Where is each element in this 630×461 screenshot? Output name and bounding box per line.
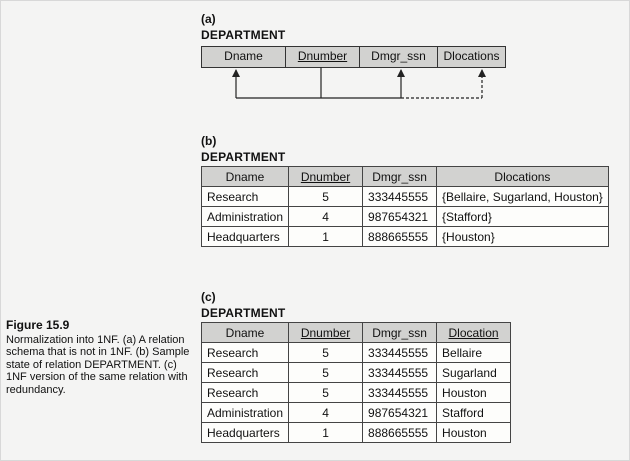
cell-dlocations: {Stafford} [437, 207, 609, 227]
part-a-relation-title: DEPARTMENT [201, 28, 286, 42]
schema-attr-dname: Dname [202, 47, 286, 67]
table-row [202, 363, 511, 383]
cell-dmgr-ssn: 333445555 [363, 343, 437, 363]
cell-dnumber: 5 [289, 187, 363, 207]
table-row [202, 187, 609, 207]
col-header-dmgr-ssn: Dmgr_ssn [363, 167, 437, 187]
figure-caption [6, 319, 194, 396]
cell-dmgr-ssn: 987654321 [363, 207, 437, 227]
schema-attr-dmgr-ssn: Dmgr_ssn [360, 47, 438, 67]
cell-dnumber: 5 [289, 363, 363, 383]
cell-dnumber: 1 [289, 423, 363, 443]
cell-dnumber: 4 [289, 403, 363, 423]
col-header-dnumber [289, 323, 363, 343]
col-header-dnumber-text: Dnumber [300, 169, 351, 184]
part-c-relation-title: DEPARTMENT [201, 306, 286, 320]
table-header-row [202, 323, 511, 343]
department-table-b [201, 166, 609, 247]
cell-dlocation: Bellaire [437, 343, 511, 363]
cell-dlocation: Stafford [437, 403, 511, 423]
col-header-dnumber-text: Dnumber [300, 325, 351, 340]
cell-dlocation: Houston [437, 423, 511, 443]
schema-attr-dnumber-text: Dnumber [297, 49, 348, 63]
col-header-dname: Dname [202, 323, 289, 343]
cell-dmgr-ssn: 987654321 [363, 403, 437, 423]
table-row [202, 343, 511, 363]
cell-dname: Administration [202, 403, 289, 423]
cell-dlocation: Houston [437, 383, 511, 403]
cell-dmgr-ssn: 888665555 [363, 227, 437, 247]
fd-solid-line [236, 67, 401, 98]
cell-dmgr-ssn: 333445555 [363, 363, 437, 383]
cell-dlocation: Sugarland [437, 363, 511, 383]
cell-dnumber: 5 [289, 383, 363, 403]
figure-number: Figure 15.9 [6, 318, 70, 332]
col-header-dnumber [289, 167, 363, 187]
department-table-c [201, 322, 511, 443]
part-b-label: (b) [201, 134, 217, 148]
cell-dlocations: {Houston} [437, 227, 609, 247]
cell-dname: Research [202, 363, 289, 383]
col-header-dlocations: Dlocations [437, 167, 609, 187]
cell-dmgr-ssn: 888665555 [363, 423, 437, 443]
cell-dnumber: 5 [289, 343, 363, 363]
schema-attr-dlocations: Dlocations [443, 49, 500, 63]
cell-dlocations: {Bellaire, Sugarland, Houston} [437, 187, 609, 207]
cell-dname: Headquarters [202, 423, 289, 443]
table-row [202, 423, 511, 443]
part-c-label: (c) [201, 290, 216, 304]
cell-dnumber: 1 [289, 227, 363, 247]
col-header-dlocation-text: Dlocation [448, 325, 499, 340]
col-header-dname: Dname [202, 167, 289, 187]
part-b-relation-title: DEPARTMENT [201, 150, 286, 164]
col-header-dmgr-ssn: Dmgr_ssn [363, 323, 437, 343]
fd-dashed-line [401, 70, 482, 98]
cell-dname: Research [202, 187, 289, 207]
cell-dname: Administration [202, 207, 289, 227]
table-row [202, 207, 609, 227]
cell-dmgr-ssn: 333445555 [363, 383, 437, 403]
part-a-label: (a) [201, 12, 216, 26]
cell-dname: Research [202, 343, 289, 363]
table-header-row [202, 167, 609, 187]
table-row [202, 383, 511, 403]
cell-dnumber: 4 [289, 207, 363, 227]
table-row [202, 227, 609, 247]
cell-dname: Research [202, 383, 289, 403]
functional-dependency-arrows [0, 0, 630, 120]
figure-caption-text: Normalization into 1NF. (a) A relation schema that is not in 1NF. (b) Sample state of relation DEPARTMENT. (c) 1NF version of the same relation with redundancy. [6, 333, 190, 396]
cell-dmgr-ssn: 333445555 [363, 187, 437, 207]
cell-dname: Headquarters [202, 227, 289, 247]
col-header-dlocation [437, 323, 511, 343]
table-row [202, 403, 511, 423]
